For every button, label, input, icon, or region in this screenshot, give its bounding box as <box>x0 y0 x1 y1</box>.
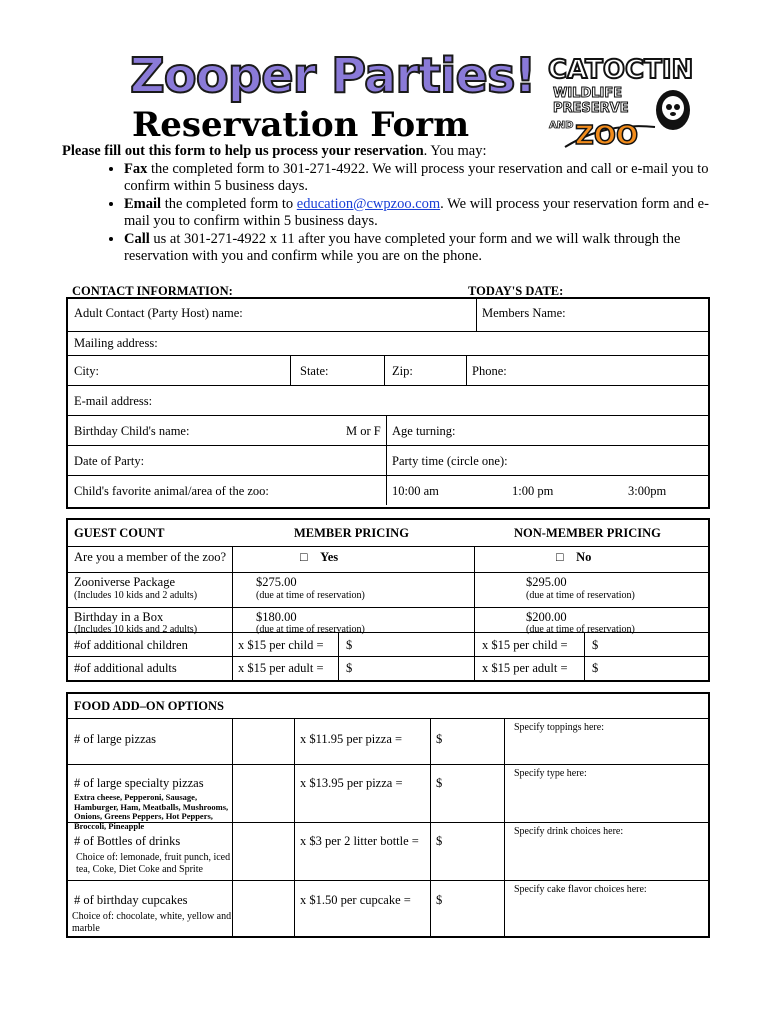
toppings-field[interactable]: Specify toppings here: <box>514 722 604 733</box>
zooniverse-package-note: (Includes 10 kids and 2 adults) <box>74 590 198 601</box>
members-name-field[interactable]: Members Name: <box>482 306 566 320</box>
large-pizzas-rate: x $11.95 per pizza = <box>300 732 403 746</box>
children-nonmember-rate: x $15 per child = <box>482 638 568 652</box>
specialty-pizzas-rate: x $13.95 per pizza = <box>300 776 403 790</box>
nonmember-pricing-heading: NON-MEMBER PRICING <box>514 526 661 540</box>
food-box <box>66 692 710 938</box>
drink-options: Choice of: lemonade, fruit punch, iced tea, Coke, Diet Coke and Sprite <box>76 852 231 875</box>
birthday-box-nonmember-price: $200.00 <box>526 610 567 624</box>
adults-member-total[interactable]: $ <box>346 661 353 675</box>
birthday-box-nonmember-due: (due at time of reservation) <box>526 624 635 635</box>
member-question: Are you a member of the zoo? <box>74 550 227 564</box>
contact-box <box>66 297 710 509</box>
contact-heading: CONTACT INFORMATION: <box>72 284 233 298</box>
intro-email: • Email the completed form to education@cwpzoo.com. We will process your reservation form and e-mail you to confirm within 5 business days. <box>124 196 722 231</box>
favorite-animal-field[interactable]: Child's favorite animal/area of the zoo: <box>74 484 269 498</box>
drink-choices-field[interactable]: Specify drink choices here: <box>514 826 624 837</box>
zoo-logo <box>545 52 695 152</box>
children-member-total[interactable]: $ <box>346 638 353 652</box>
time-option-1pm[interactable]: 1:00 pm <box>512 484 554 498</box>
intro-text <box>62 143 722 266</box>
children-nonmember-total[interactable]: $ <box>592 638 599 652</box>
adults-member-rate: x $15 per adult = <box>238 661 324 675</box>
cake-flavor-field[interactable]: Specify cake flavor choices here: <box>514 884 647 895</box>
large-pizzas-field[interactable]: # of large pizzas <box>74 732 157 746</box>
guest-count-box <box>66 518 710 682</box>
intro-fax: • Fax the completed form to 301-271-4922. We will process your reservation and call or e-mail you to confirm within 5 business days. <box>124 161 722 196</box>
birthday-box-label: Birthday in a Box <box>74 610 164 624</box>
state-field[interactable]: State: <box>300 364 329 378</box>
zooniverse-nonmember-due: (due at time of reservation) <box>526 590 635 601</box>
birthday-box-member-price: $180.00 <box>256 610 297 624</box>
party-time-label: Party time (circle one): <box>392 454 508 468</box>
additional-adults-field[interactable]: #of additional adults <box>74 661 177 675</box>
time-option-3pm[interactable]: 3:00pm <box>628 484 667 498</box>
food-heading: FOOD ADD–ON OPTIONS <box>74 699 225 713</box>
zooniverse-package-label: Zooniverse Package <box>74 575 176 589</box>
phone-field[interactable]: Phone: <box>472 364 507 378</box>
zooniverse-member-price: $275.00 <box>256 575 297 589</box>
svg-text:WILDLIFE: WILDLIFE <box>553 86 623 101</box>
pizza-type-field[interactable]: Specify type here: <box>514 768 587 779</box>
adult-contact-field[interactable]: Adult Contact (Party Host) name: <box>74 306 243 320</box>
large-pizzas-total[interactable]: $ <box>436 732 443 746</box>
age-field[interactable]: Age turning: <box>392 424 456 438</box>
svg-text:PRESERVE: PRESERVE <box>553 101 629 116</box>
party-date-field[interactable]: Date of Party: <box>74 454 145 468</box>
member-yes-checkbox[interactable]: □ Yes <box>300 550 339 564</box>
todays-date-label: TODAY'S DATE: <box>468 284 564 298</box>
time-option-10am[interactable]: 10:00 am <box>392 484 439 498</box>
cupcake-options: Choice of: chocolate, white, yellow and marble <box>72 911 232 934</box>
children-member-rate: x $15 per child = <box>238 638 324 652</box>
form-subtitle: Reservation Form <box>132 105 470 145</box>
drinks-rate: x $3 per 2 litter bottle = <box>300 834 419 848</box>
gender-field[interactable]: M or F <box>346 424 381 438</box>
zooniverse-nonmember-price: $295.00 <box>526 575 567 589</box>
member-no-checkbox[interactable]: □ No <box>556 550 592 564</box>
birthday-box-note: (Includes 10 kids and 2 adults) <box>74 624 198 635</box>
zooniverse-member-due: (due at time of reservation) <box>256 590 365 601</box>
member-pricing-heading: MEMBER PRICING <box>294 526 409 540</box>
adults-nonmember-rate: x $15 per adult = <box>482 661 568 675</box>
adults-nonmember-total[interactable]: $ <box>592 661 599 675</box>
specialty-pizzas-field[interactable]: # of large specialty pizzas <box>74 776 204 790</box>
form-title: Zooper Parties! <box>130 48 536 104</box>
drinks-field[interactable]: # of Bottles of drinks <box>74 834 181 848</box>
drinks-total[interactable]: $ <box>436 834 443 848</box>
zip-field[interactable]: Zip: <box>392 364 413 378</box>
specialty-pizza-options: Extra cheese, Pepperoni, Sausage, Hamburger, Ham, Meatballs, Mushrooms, Onions, Greens Peppers, Hot Peppers, Broccoli, Pineapple <box>74 792 229 831</box>
email-field[interactable]: E-mail address: <box>74 394 153 408</box>
svg-text:CATOCTIN: CATOCTIN <box>548 55 694 85</box>
mailing-address-field[interactable]: Mailing address: <box>74 336 158 350</box>
intro-lead: Please fill out this form to help us process your reservation. You may: <box>62 143 487 159</box>
guest-count-heading: GUEST COUNT <box>74 526 165 540</box>
cupcakes-rate: x $1.50 per cupcake = <box>300 893 411 907</box>
additional-children-field[interactable]: #of additional children <box>74 638 188 652</box>
child-name-field[interactable]: Birthday Child's name: <box>74 424 190 438</box>
birthday-box-member-due: (due at time of reservation) <box>256 624 365 635</box>
svg-text:AND: AND <box>549 120 574 131</box>
city-field[interactable]: City: <box>74 364 100 378</box>
cupcakes-field[interactable]: # of birthday cupcakes <box>74 893 188 907</box>
specialty-pizzas-total[interactable]: $ <box>436 776 443 790</box>
cupcakes-total[interactable]: $ <box>436 893 443 907</box>
email-link[interactable]: education@cwpzoo.com <box>296 195 441 212</box>
intro-call: • Call us at 301-271-4922 x 11 after you have completed your form and we will walk through the reservation with you and confirm while you are on the phone. <box>124 231 722 266</box>
svg-text:ZOO: ZOO <box>575 121 639 151</box>
